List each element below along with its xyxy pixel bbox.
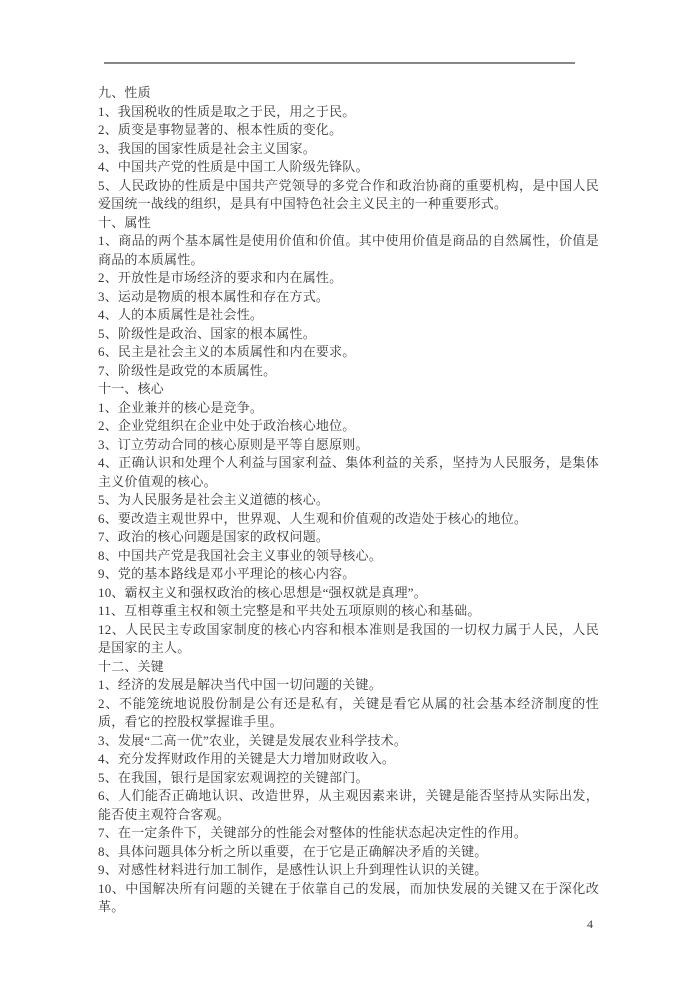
list-item: 1、经济的发展是解决当代中国一切问题的关键。 bbox=[98, 677, 382, 692]
list-item: 2、质变是事物显著的、根本性质的变化。 bbox=[98, 122, 343, 137]
list-item: 7、在一定条件下，关键部分的性能会对整体的性能状态起决定性的作用。 bbox=[98, 825, 528, 840]
list-item: 3、订立劳动合同的核心原则是平等自愿原则。 bbox=[98, 436, 369, 452]
document-body bbox=[98, 84, 599, 917]
list-item: 4、中国共产党的性质是中国工人阶级先锋队。 bbox=[98, 159, 369, 174]
list-item: 1、商品的两个基本属性是使用价值和价值。其中使用价值是商品的自然属性，价值是商品的本质属性。 bbox=[98, 233, 599, 267]
list-item: 4、充分发挥财政作用的关键是大力增加财政收入。 bbox=[98, 751, 396, 766]
list-item: 7、阶级性是政党的本质属性。 bbox=[98, 362, 277, 378]
section-heading: 十、属性 bbox=[98, 214, 151, 230]
list-item: 2、开放性是市场经济的要求和内在属性。 bbox=[98, 270, 343, 285]
section-heading: 九、性质 bbox=[98, 85, 151, 100]
list-item: 12、人民民主专政国家制度的核心内容和根本准则是我国的一切权力属于人民，人民是国家的主人。 bbox=[98, 621, 599, 655]
list-item: 3、运动是物质的根本属性和存在方式。 bbox=[98, 288, 330, 304]
list-item: 5、阶级性是政治、国家的根本属性。 bbox=[98, 325, 316, 341]
list-item: 11、互相尊重主权和领土完整是和平共处五项原则的核心和基础。 bbox=[98, 603, 481, 618]
list-item: 10、霸权主义和强权政治的核心思想是“强权就是真理”。 bbox=[98, 584, 427, 600]
list-item: 8、中国共产党是我国社会主义事业的领导核心。 bbox=[98, 547, 382, 563]
list-item: 5、为人民服务是社会主义道德的核心。 bbox=[98, 492, 330, 507]
list-item: 5、人民政协的性质是中国共产党领导的多党合作和政治协商的重要机构，是中国人民爱国统一战线的组织，是具有中国特色社会主义民主的一种重要形式。 bbox=[98, 177, 599, 211]
section-heading: 十一、核心 bbox=[98, 381, 165, 396]
list-item: 3、我国的国家性质是社会主义国家。 bbox=[98, 140, 316, 156]
list-item: 10、中国解决所有问题的关键在于依靠自己的发展，而加快发展的关键又在于深化改革。 bbox=[98, 880, 599, 914]
list-item: 8、具体问题具体分析之所以重要，在于它是正确解决矛盾的关键。 bbox=[98, 843, 488, 859]
list-item: 3、发展“二高一优”农业，关键是发展农业科学技术。 bbox=[98, 732, 408, 748]
section-heading: 十二、关键 bbox=[98, 658, 165, 674]
list-item: 1、企业兼并的核心是竞争。 bbox=[98, 399, 264, 415]
list-item: 2、企业党组织在企业中处于政治核心地位。 bbox=[98, 418, 356, 433]
list-item: 4、人的本质属性是社会性。 bbox=[98, 307, 264, 322]
list-item: 4、正确认识和处理个人利益与国家利益、集体利益的关系，坚持为人民服务，是集体主义价值观的核心。 bbox=[98, 455, 599, 489]
list-item: 9、党的基本路线是邓小平理论的核心内容。 bbox=[98, 566, 356, 581]
header-divider-line bbox=[104, 62, 575, 64]
list-item: 9、对感性材料进行加工制作，是感性认识上升到理性认识的关键。 bbox=[98, 862, 488, 877]
page-number: 4 bbox=[587, 917, 593, 931]
list-item: 6、人们能否正确地认识、改造世界，从主观因素来讲，关键是能否坚持从实际出发，能否使主观符合客观。 bbox=[98, 788, 599, 822]
list-item: 2、不能笼统地说股份制是公有还是私有，关键是看它从属的社会基本经济制度的性质，看它的控股权掌握谁手里。 bbox=[98, 695, 599, 729]
list-item: 6、要改造主观世界中，世界观、人生观和价值观的改造处于核心的地位。 bbox=[98, 510, 528, 526]
list-item: 5、在我国，银行是国家宏观调控的关键部门。 bbox=[98, 769, 369, 785]
list-item: 6、民主是社会主义的本质属性和内在要求。 bbox=[98, 344, 356, 359]
list-item: 7、政治的核心问题是国家的政权问题。 bbox=[98, 529, 330, 544]
list-item: 1、我国税收的性质是取之于民，用之于民。 bbox=[98, 103, 356, 119]
